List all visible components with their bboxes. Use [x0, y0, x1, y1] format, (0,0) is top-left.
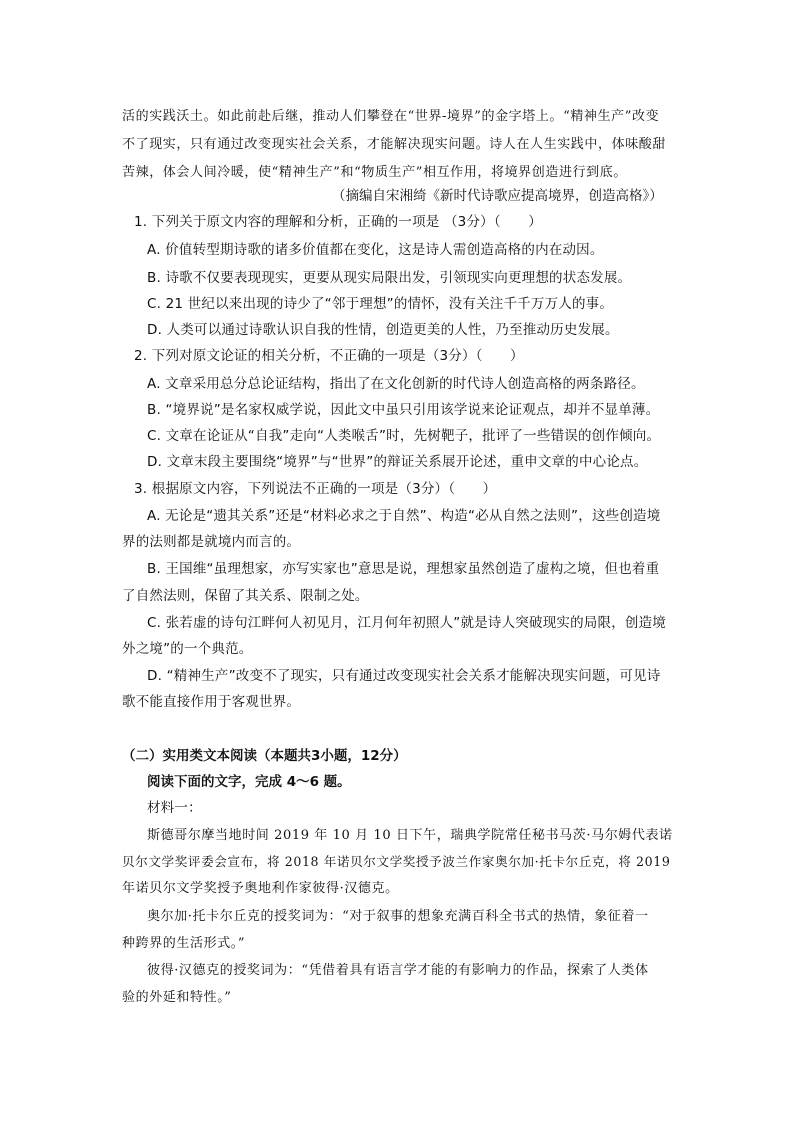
passage-line: 苦辣，体会人间冷暖，使“精神生产”和“物质生产”相互作用，将境界创造进行到底。 [122, 165, 627, 180]
material-line: 彼得·汉德克的授奖词为：“凭借着具有语言学才能的有影响力的作品，探索了人类体 [147, 963, 649, 978]
citation: （摘编自宋湘绮《新时代诗歌应提高境界，创造高格》） [332, 188, 663, 204]
material-label: 材料一： [147, 800, 202, 816]
material-line: 斯德哥尔摩当地时间 2019 年 10 月 10 日下午，瑞典学院常任秘书马茨·马尔姆代表诺 [147, 828, 673, 843]
option: B. “境界说”是名家权威学说，因此文中虽只引用该学说来论证观点，却并不显单薄。 [147, 402, 660, 418]
option: A. 文章采用总分总论证结构，指出了在文化创新的时代诗人创造高格的两条路径。 [147, 376, 645, 392]
passage-line: 不了现实，只有通过改变现实社会关系，才能解决现实问题。诗人在人生实践中，体味酸甜 [122, 137, 667, 152]
option: C. 文章在论证从“自我”走向“人类喉舌”时，先树靶子，批评了一些错误的创作倾向。 [147, 428, 661, 444]
option-continued: 界的法则都是就境内而言的。 [122, 534, 301, 550]
option-continued: 歌不能直接作用于客观世界。 [122, 694, 301, 710]
material-line: 种跨界的生活形式。” [122, 936, 246, 951]
question-stem: 2. 下列对原文论证的相关分析，不正确的一项是（3分）（ ） [134, 348, 524, 364]
passage-line: 活的实践沃土。如此前赴后继，推动人们攀登在“世界-境界”的金字塔上。“精神生产”改变 [122, 109, 660, 124]
option-continued: 外之境”的一个典范。 [122, 641, 253, 657]
option: D. “精神生产”改变不了现实，只有通过改变现实社会关系才能解决现实问题，可见诗 [147, 668, 661, 684]
material-line: 奥尔加·托卡尔丘克的授奖词为：“对于叙事的想象充满百科全书式的热情，象征着一 [147, 909, 649, 924]
option: B. 王国维“虽理想家，亦写实家也”意思是说，理想家虽然创造了虚构之境，但也着重 [147, 561, 660, 577]
option: B. 诗歌不仅要表现现实，更要从现实局限出发，引领现实向更理想的状态发展。 [147, 270, 632, 286]
option: D. 文章末段主要围绕“境界”与“世界”的辩证关系展开论述，重申文章的中心论点。 [147, 454, 648, 470]
section-instruction: 阅读下面的文字，完成 4～6 题。 [147, 774, 351, 790]
option: C. 张若虚的诗句江畔何人初见月，江月何年初照人”就是诗人突破现实的局限，创造境 [147, 615, 667, 631]
material-line: 年诺贝尔文学奖授予奥地利作家彼得·汉德克。 [122, 881, 399, 896]
section-heading: （二）实用类文本阅读（本题共3小题，12分） [122, 748, 407, 764]
material-line: 贝尔文学奖评委会宣布，将 2018 年诺贝尔文学奖授予波兰作家奥尔加·托卡尔丘克，将 2019 [122, 854, 671, 869]
option: A. 价值转型期诗歌的诸多价值都在变化，这是诗人需创造高格的内在动因。 [147, 242, 604, 258]
question-stem: 3. 根据原文内容，下列说法不正确的一项是（3分）（ ） [134, 481, 497, 497]
option: D. 人类可以通过诗歌认识自我的性情，创造更美的人性，乃至推动历史发展。 [147, 322, 619, 338]
material-line: 验的外延和特性。” [122, 990, 232, 1005]
option-continued: 了自然法则，保留了其关系、限制之处。 [122, 588, 369, 604]
question-stem: 1. 下列关于原文内容的理解和分析，正确的一项是 （3分）（ ） [134, 214, 542, 230]
option: A. 无论是“遗其关系”还是“材料必求之于自然”、构造“必从自然之法则”，这些创造境 [147, 508, 661, 524]
option: C. 21 世纪以来出现的诗少了“邻于理想”的情怀，没有关注千千万万人的事。 [147, 296, 614, 312]
